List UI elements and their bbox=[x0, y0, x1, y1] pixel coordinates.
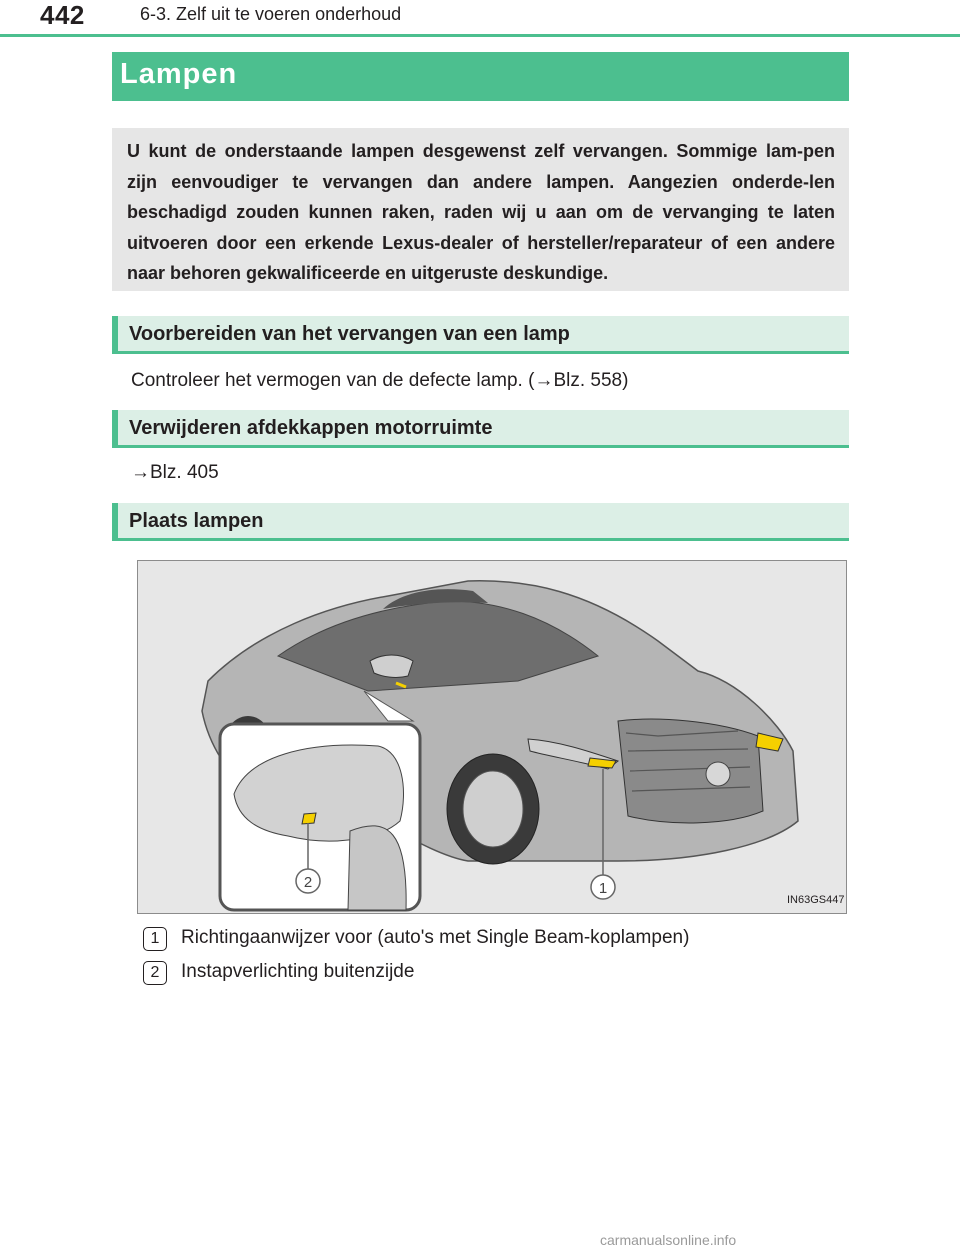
legend-text-2: Instapverlichting buitenzijde bbox=[181, 961, 415, 982]
side-mirror bbox=[370, 655, 413, 677]
intro-text: U kunt de onderstaande lampen desgewenst zelf vervangen. Sommige lam-pen zijn eenvoudiger te vervangen dan andere lampen. Aangezien onderde-len beschadigd zouden kunnen raken, raden wij u aan om de vervanging te laten uitvoeren door een erkende Lexus-dealer of hersteller/reparateur of een andere naar behoren gekwalificeerde en uitgeruste deskundige. bbox=[127, 141, 835, 283]
lexus-emblem bbox=[706, 762, 730, 786]
car-illustration bbox=[138, 561, 846, 913]
section-heading-covers bbox=[112, 410, 849, 448]
callout-2-label: 2 bbox=[303, 874, 313, 891]
section-heading-text: Plaats lampen bbox=[129, 510, 264, 532]
intro-box bbox=[112, 128, 849, 291]
legend-number-1: 1 bbox=[143, 927, 167, 951]
section-accent-bar bbox=[112, 410, 118, 445]
section-heading-prepare bbox=[112, 316, 849, 354]
legend-number-2: 2 bbox=[143, 961, 167, 985]
section-heading-text: Verwijderen afdekkappen motorruimte bbox=[129, 417, 493, 439]
callout-1-label: 1 bbox=[598, 880, 608, 897]
section-accent-bar bbox=[112, 316, 118, 351]
figure-code: IN63GS447 bbox=[787, 894, 845, 906]
running-header: 6-3. Zelf uit te voeren onderhoud bbox=[140, 4, 402, 24]
section-text-covers: →Blz. 405 bbox=[131, 462, 219, 483]
header-rule bbox=[0, 34, 960, 37]
inset-lamp-highlight bbox=[302, 813, 316, 824]
section-heading-text: Voorbereiden van het vervangen van een lamp bbox=[129, 323, 570, 345]
title-banner bbox=[112, 52, 849, 101]
front-wheel-rim bbox=[463, 771, 523, 847]
section-accent-bar bbox=[112, 503, 118, 538]
car-figure bbox=[137, 560, 847, 914]
section-text-prepare: Controleer het vermogen van de defecte lamp. (→Blz. 558) bbox=[131, 370, 629, 391]
watermark: carmanualsonline.info bbox=[600, 1232, 737, 1248]
section-heading-locations bbox=[112, 503, 849, 541]
page-title: Lampen bbox=[120, 58, 238, 90]
page-number: 442 bbox=[40, 0, 85, 30]
legend-text-1: Richtingaanwijzer voor (auto's met Single Beam-koplampen) bbox=[181, 927, 690, 948]
